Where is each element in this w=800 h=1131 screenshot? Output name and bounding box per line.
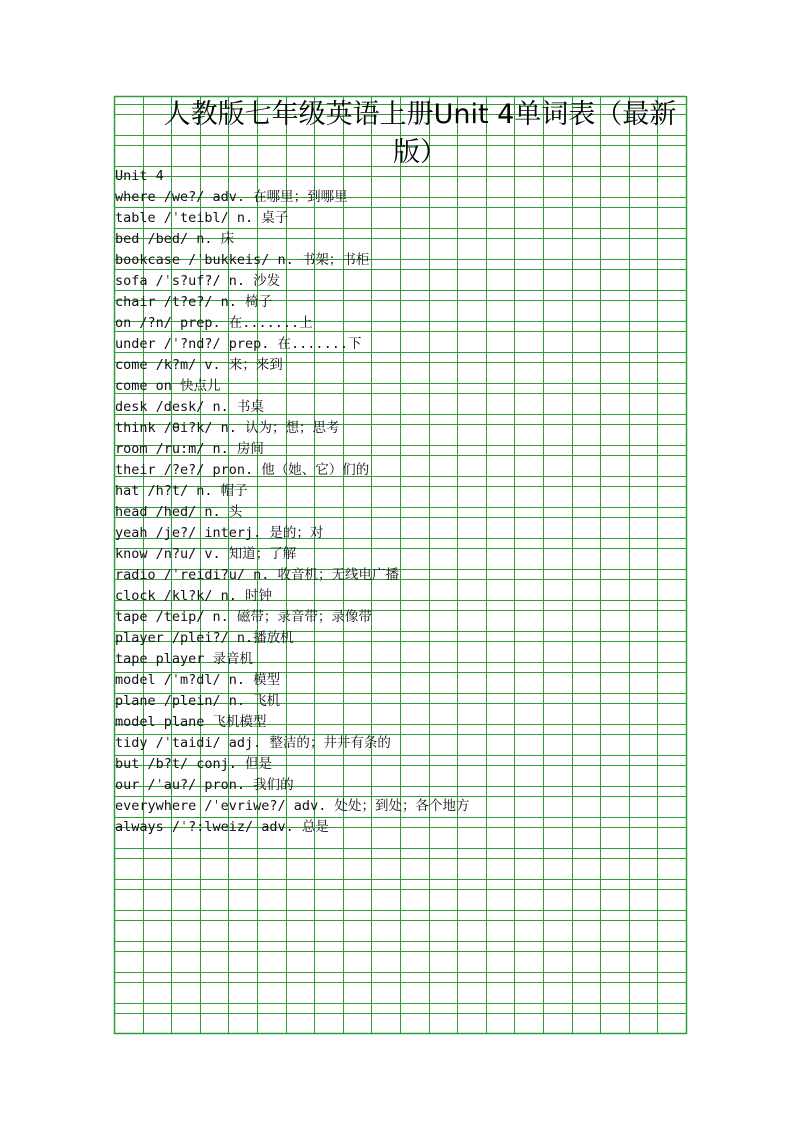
vocabulary-entry: plane /plein/ n. 飞机 [115,693,281,709]
vocabulary-entry: but /b?t/ conj. 但是 [115,756,273,772]
vocabulary-list [115,166,469,838]
vocabulary-entry: head /hed/ n. 头 [115,504,243,520]
vocabulary-entry: come /k?m/ v. 来；来到 [115,357,283,373]
title-line-2: 版） [393,137,447,168]
vocabulary-entry: model plane 飞机模型 [115,714,267,730]
vocabulary-entry: everywhere /ˈevriwe?/ adv. 处处；到处；各个地方 [115,798,470,814]
vocabulary-entry: tidy /ˈtaidi/ adj. 整洁的；井井有条的 [115,735,391,751]
vocabulary-entry: under /ˈ?nd?/ prep. 在.......下 [115,336,362,352]
unit-heading: Unit 4 [115,168,164,184]
vocabulary-entry: radio /ˈreidi?u/ n. 收音机；无线电广播 [115,567,400,583]
vocabulary-entry: bookcase /ˈbukkeis/ n. 书架；书柜 [115,252,370,268]
vocabulary-entry: sofa /ˈs?uf?/ n. 沙发 [115,273,281,289]
vocabulary-entry: our /ˈau?/ pron. 我们的 [115,777,294,793]
vocabulary-entry: desk /desk/ n. 书桌 [115,399,264,415]
vocabulary-entry: clock /kl?k/ n. 时钟 [115,588,273,604]
vocabulary-entry: room /ru:m/ n. 房间 [115,441,264,457]
vocabulary-entry: tape player 录音机 [115,651,254,667]
vocabulary-entry: tape /teip/ n. 磁带；录音带；录像带 [115,609,372,625]
vocabulary-entry: always /ˈ?:lweiz/ adv. 总是 [115,819,329,835]
title-line-1: 人教版七年级英语上册Unit 4单词表（最新 [163,99,677,130]
vocabulary-entry: think /θi?k/ n. 认为；想；思考 [115,420,340,436]
vocabulary-entry: come on 快点儿 [115,378,221,394]
vocabulary-entry: on /?n/ prep. 在.......上 [115,315,313,331]
vocabulary-entry: table /ˈteibl/ n. 桌子 [115,210,289,226]
vocabulary-entry: yeah /je?/ interj. 是的；对 [115,525,324,541]
vocabulary-entry: know /n?u/ v. 知道；了解 [115,546,297,562]
vocabulary-entry: player /plei?/ n.播放机 [115,630,294,646]
vocabulary-entry: chair /t?e?/ n. 椅子 [115,294,273,310]
vocabulary-entry: where /we?/ adv. 在哪里；到哪里 [115,189,348,205]
vocabulary-entry: model /ˈm?dl/ n. 模型 [115,672,281,688]
vocabulary-entry: hat /h?t/ n. 帽子 [115,483,248,499]
page-title [150,96,690,172]
vocabulary-entry: bed /bed/ n. 床 [115,231,235,247]
vocabulary-entry: their /?e?/ pron. 他（她、它）们的 [115,462,370,478]
